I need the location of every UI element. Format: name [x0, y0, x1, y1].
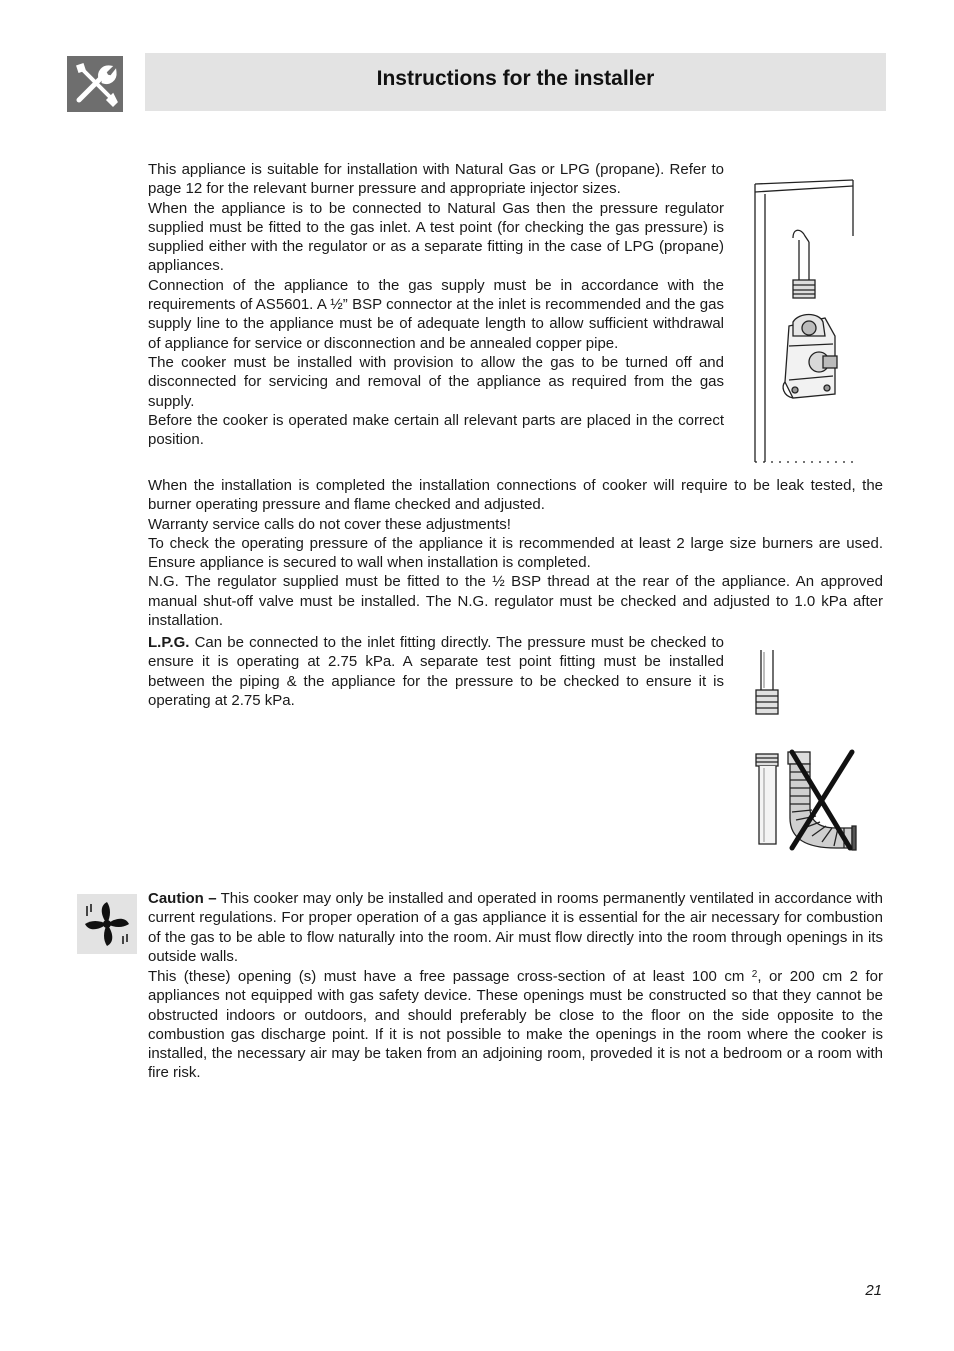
paragraph: Before the cooker is operated make certain all relevant parts are placed in the correct position.	[148, 411, 724, 449]
paragraph	[148, 967, 883, 1083]
lpg-label: L.P.G.	[148, 634, 190, 651]
paragraph: When the installation is completed the installation connections of cooker will require to be leak tested, the burner operating pressure and flame checked and adjusted.	[148, 477, 883, 514]
intro-text-block	[148, 160, 724, 449]
caution-text: This cooker may only be installed and operated in rooms permanently ventilated in accordance with current regulations. For proper operation of a gas appliance it is essential for the air necessary for combustion of the gas to be able to flow naturally into the room. Air must flow directly into the room through openings in its outside walls.	[148, 890, 883, 965]
paragraph	[148, 889, 883, 966]
paragraph: The cooker must be installed with provision to allow the gas to be turned off and disconnected for servicing and removal of the appliance as required from the gas supply.	[148, 353, 724, 410]
ventilation-fan-icon	[77, 894, 137, 954]
superscript: 2	[751, 969, 758, 980]
tools-icon	[67, 56, 123, 112]
opening-text-b: , or 200 cm 2 for appliances not equipped with gas safety device. These openings must be constructed so that they cannot be obstructed indoors or outdoors, and should preferably be close to the floor on the side opposite to the combustion gas discharge point. If it is not possible to make the openings in the room where the cooker is installed, the necessary air may be taken from an adjoining room, proveded it is not a bedroom or a room with fire risk.	[148, 968, 883, 1082]
paragraph	[148, 633, 724, 710]
page-number: 21	[865, 1282, 882, 1299]
ventilation-text-block	[148, 967, 883, 1083]
lpg-text-block	[148, 633, 724, 710]
opening-text-a: This (these) opening (s) must have a free passage cross-section of at least 100 cm	[148, 968, 752, 985]
page-title: Instructions for the installer	[376, 67, 655, 90]
rigid-pipe-illustration	[752, 648, 782, 718]
paragraph: N.G. The regulator supplied must be fitted to the ½ BSP thread at the rear of the appliance. An approved manual shut-off valve must be installed. The N.G. regulator must be checked and adjusted to 1.0 kPa after installation.	[148, 573, 883, 630]
paragraph: When the appliance is to be connected to Natural Gas then the pressure regulator supplied must be fitted to the gas inlet. A test point (for checking the gas pressure) is supplied either with the regulator or as a separate fitting in the case of LPG (propane) appliances.	[148, 199, 724, 275]
installation-text-block	[148, 476, 883, 630]
paragraph: Warranty service calls do not cover these adjustments!	[148, 515, 511, 533]
flexible-hose-crossed-illustration	[752, 748, 862, 856]
lpg-text: Can be connected to the inlet fitting directly. The pressure must be checked to ensure it is operating at 2.75 kPa. A separate test point fitting must be installed between the piping & the appliance for the pressure to be checked to ensure it is operating at 2.75 kPa.	[148, 634, 724, 709]
header-bar	[145, 53, 886, 111]
paragraph: To check the operating pressure of the appliance it is recommended at least 2 large size burners are used. Ensure appliance is secured to wall when installation is completed.	[148, 534, 883, 572]
paragraph: Connection of the appliance to the gas supply must be in accordance with the requirements of AS5601. A ½” BSP connector at the inlet is recommended and the gas supply line to the appliance must be of adequate length to allow sufficient withdrawal of appliance for service or disconnection and be annealed copper pipe.	[148, 276, 724, 352]
caution-text-block	[148, 889, 883, 966]
paragraph: This appliance is suitable for installation with Natural Gas or LPG (propane). Refer to page 12 for the relevant burner pressure and appropriate injector sizes.	[148, 161, 724, 198]
caution-label: Caution –	[148, 890, 217, 907]
gas-regulator-illustration	[753, 176, 859, 468]
